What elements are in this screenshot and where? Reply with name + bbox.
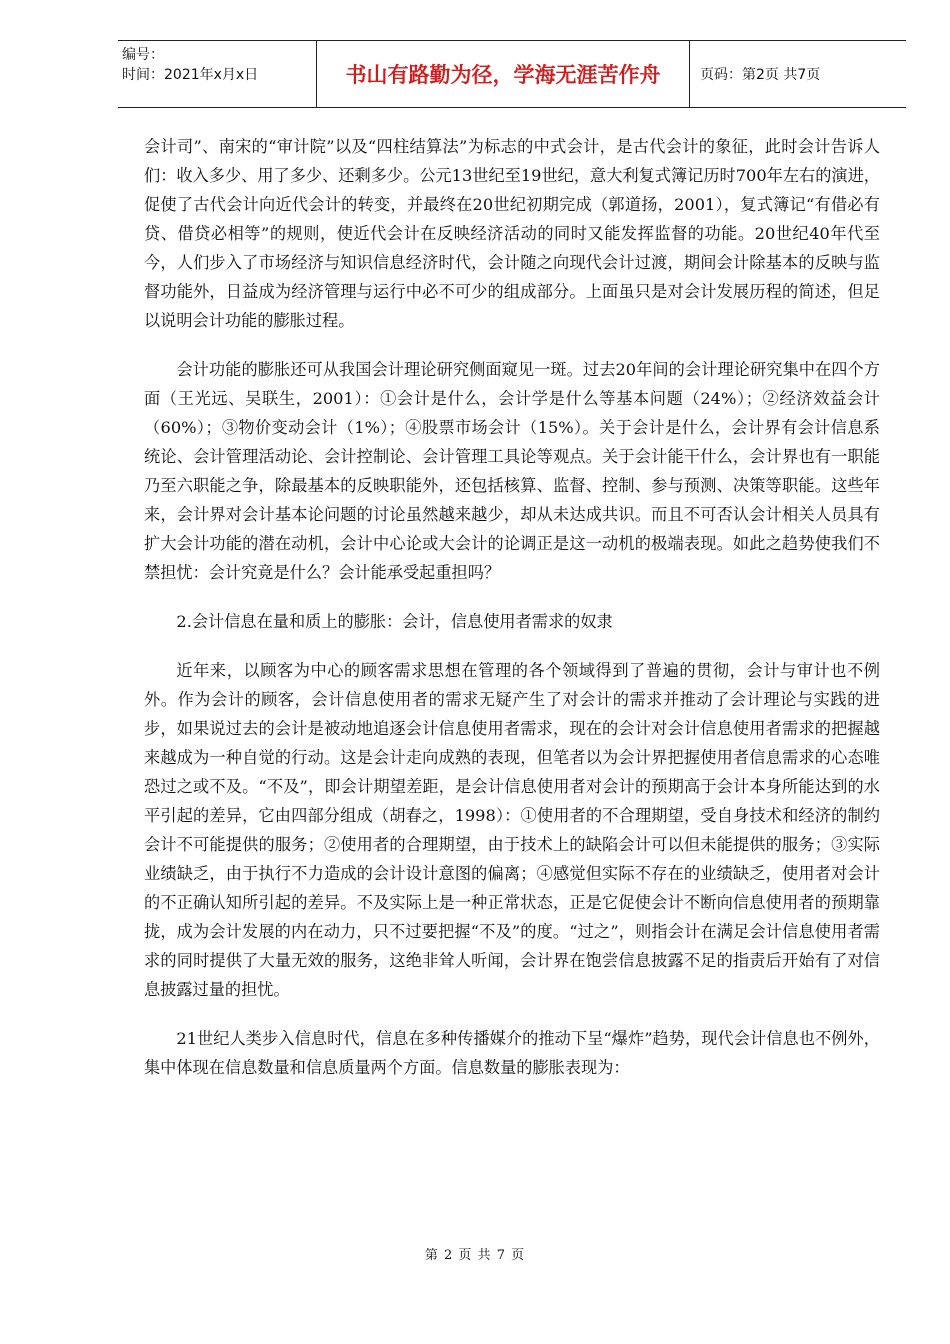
page-footer: 第 2 页 共 7 页 bbox=[424, 1248, 526, 1263]
header-meta bbox=[118, 41, 316, 107]
time-label: 时间：2021年x月x日 bbox=[122, 67, 259, 83]
section-heading: 2.会计信息在量和质上的膨胀：会计，信息使用者需求的奴隶 bbox=[176, 612, 613, 631]
header-motto: 书山有路勤为径，学海无涯苦作舟 bbox=[316, 41, 690, 107]
paragraph: 会计功能的膨胀还可从我国会计理论研究侧面窥见一斑。过去20年间的会计理论研究集中在四个方面（王光远、吴联生，2001）：①会计是什么，会计学是什么等基本问题（24%）；②经济效益会计（60%）；③物价变动会计（1%）；④股票市场会计（15%）。关于会计是什么，会计界有会计信息系统论、会计管理活动论、会计控制论、会计管理工具论等观点。关于会计能干什么，会计界也有一职能乃至六职能之争，除最基本的反映职能外，还包括核算、监督、控制、参与预测、决策等职能。这些年来，会计界对会计基本论问题的讨论虽然越来越少，却从未达成共识。而且不可否认会计相关人员具有扩大会计功能的潜在动机，会计中心论或大会计的论调正是这一动机的极端表现。如此之趋势使我们不禁担忧：会计究竟是什么？会计能承受起重担吗？ bbox=[144, 360, 880, 582]
paragraph: 21世纪人类步入信息时代，信息在多种传播媒介的推动下呈“爆炸”趋势，现代会计信息也不例外，集中体现在信息数量和信息质量两个方面。信息数量的膨胀表现为： bbox=[144, 1029, 880, 1077]
page-header bbox=[118, 40, 906, 108]
header-page-info: 页码：第2页 共7页 bbox=[700, 67, 821, 83]
document-body bbox=[144, 132, 880, 1102]
serial-label: 编号： bbox=[122, 47, 164, 63]
paragraph-continued: 会计司”、南宋的“审计院”以及“四柱结算法”为标志的中式会计，是古代会计的象征，此时会计告诉人们：收入多少、用了多少、还剩多少。公元13世纪至19世纪，意大利复式簿记历时700年左右的演进，促使了古代会计向近代会计的转变，并最终在20世纪初期完成（郭道扬，2001），复式簿记“有借必有贷、借贷必相等”的规则，使近代会计在反映经济活动的同时又能发挥监督的功能。20世纪40年代至今，人们步入了市场经济与知识信息经济时代，会计随之向现代会计过渡，期间会计除基本的反映与监督功能外，日益成为经济管理与运行中必不可少的组成部分。上面虽只是对会计发展历程的简述，但足以说明会计功能的膨胀过程。 bbox=[144, 137, 880, 330]
paragraph: 近年来，以顾客为中心的顾客需求思想在管理的各个领域得到了普遍的贯彻，会计与审计也不例外。作为会计的顾客，会计信息使用者的需求无疑产生了对会计的需求并推动了会计理论与实践的进步，如果说过去的会计是被动地追逐会计信息使用者需求，现在的会计对会计信息使用者需求的把握越来越成为一种自觉的行动。这是会计走向成熟的表现，但笔者以为会计界把握使用者信息需求的心态唯恐过之或不及。“不及”，即会计期望差距，是会计信息使用者对会计的预期高于会计本身所能达到的水平引起的差异，它由四部分组成（胡春之，1998）：①使用者的不合理期望，受自身技术和经济的制约会计不可能提供的服务；②使用者的合理期望，由于技术上的缺陷会计可以但未能提供的服务；③实际业绩缺乏，由于执行不力造成的会计设计意图的偏离；④感觉但实际不存在的业绩缺乏，使用者对会计的不正确认知所引起的差异。不及实际上是一种正常状态，正是它促使会计不断向信息使用者的预期靠拢，成为会计发展的内在动力，只不过要把握“不及”的度。“过之”，则指会计在满足会计信息使用者需求的同时提供了大量无效的服务，这绝非耸人听闻，会计界在饱尝信息披露不足的指责后开始有了对信息披露过量的担忧。 bbox=[144, 661, 880, 999]
